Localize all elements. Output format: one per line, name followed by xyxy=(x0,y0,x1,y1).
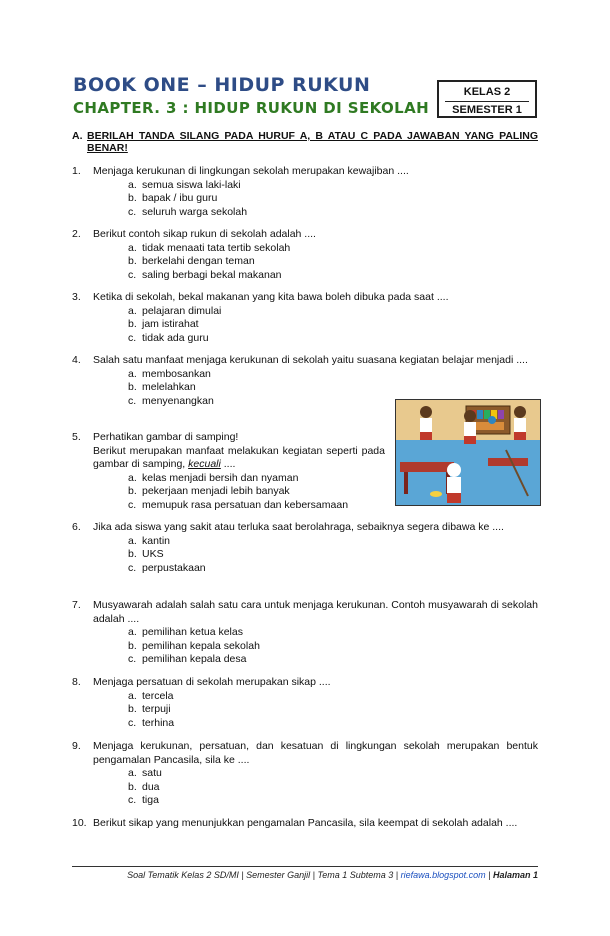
question-number: 6. xyxy=(72,521,81,533)
option-a[interactable]: a. tidak menaati tata tertib sekolah xyxy=(128,241,291,254)
question-stem: Menjaga persatuan di sekolah merupakan sikap .... xyxy=(93,676,331,688)
question-6 xyxy=(72,521,538,575)
question-2 xyxy=(72,228,538,282)
option-c[interactable]: c. perpustakaan xyxy=(128,561,206,574)
question-9 xyxy=(72,740,538,808)
question-number: 9. xyxy=(72,740,81,752)
semester-label: SEMESTER 1 xyxy=(445,101,529,118)
question-stem: Berikut sikap yang menunjukkan pengamalan Pancasila, sila keempat di sekolah adalah .... xyxy=(93,817,518,829)
option-a[interactable]: a. pelajaran dimulai xyxy=(128,304,222,317)
option-c[interactable]: c. saling berbagi bekal makanan xyxy=(128,268,282,281)
option-a[interactable]: a. pemilihan ketua kelas xyxy=(128,626,243,638)
option-a[interactable]: a. kantin xyxy=(128,534,171,547)
option-b[interactable]: b. pekerjaan menjadi lebih banyak xyxy=(128,485,290,497)
question-number: 2. xyxy=(72,228,81,240)
option-a[interactable]: a. semua siswa laki-laki xyxy=(128,178,241,191)
option-b[interactable]: b. bapak / ibu guru xyxy=(128,192,218,204)
question-7 xyxy=(72,599,538,667)
question-number: 5. xyxy=(72,431,81,443)
class-semester-box xyxy=(437,80,537,118)
option-b[interactable]: b. berkelahi dengan teman xyxy=(128,255,255,267)
question-3 xyxy=(72,291,538,345)
question-stem: Berikut merupakan manfaat melakukan kegiatan seperti pada gambar di samping, kecuali .... xyxy=(93,444,385,470)
option-b[interactable]: b. UKS xyxy=(128,548,164,560)
question-stem: Menjaga kerukunan, persatuan, dan kesatuan di lingkungan sekolah merupakan bentuk pengamalan Pancasila, sila ke .... xyxy=(93,740,538,766)
option-b[interactable]: b. terpuji xyxy=(128,703,171,715)
question-stem: Menjaga kerukunan di lingkungan sekolah merupakan kewajiban .... xyxy=(93,165,409,177)
page-footer: Soal Tematik Kelas 2 SD/MI | Semester Ganjil | Tema 1 Subtema 3 | riefawa.blogspot.com | Halaman 1 xyxy=(127,870,538,880)
footer-text: Soal Tematik Kelas 2 SD/MI | Semester Ganjil | Tema 1 Subtema 3 | xyxy=(127,870,401,880)
option-b[interactable]: b. melelahkan xyxy=(128,381,196,393)
classroom-cleaning-illustration xyxy=(395,399,541,506)
chapter-title: CHAPTER. 3 : HIDUP RUKUN DI SEKOLAH xyxy=(73,99,430,117)
question-number: 10. xyxy=(72,817,87,829)
option-a[interactable]: a. tercela xyxy=(128,689,174,702)
option-a[interactable]: a. membosankan xyxy=(128,367,211,380)
section-letter: A. xyxy=(72,130,83,142)
option-c[interactable]: c. menyenangkan xyxy=(128,394,214,407)
book-title: BOOK ONE – HIDUP RUKUN xyxy=(73,74,371,96)
question-10 xyxy=(72,817,538,831)
question-number: 3. xyxy=(72,291,81,303)
option-a[interactable]: a. satu xyxy=(128,767,162,779)
question-number: 1. xyxy=(72,165,81,177)
question-stem: Salah satu manfaat menjaga kerukunan di sekolah yaitu suasana kegiatan belajar menjadi .... xyxy=(93,354,528,366)
option-c[interactable]: c. memupuk rasa persatuan dan kebersamaan xyxy=(128,498,349,511)
question-number: 4. xyxy=(72,354,81,366)
question-stem-line1: Perhatikan gambar di samping! xyxy=(93,431,239,443)
classroom-illustration-svg xyxy=(396,400,540,505)
option-b[interactable]: b. dua xyxy=(128,780,160,793)
class-label: KELAS 2 xyxy=(463,86,511,98)
option-b[interactable]: b. jam istirahat xyxy=(128,318,199,330)
question-stem: Berikut contoh sikap rukun di sekolah adalah .... xyxy=(93,228,316,240)
section-instruction xyxy=(72,130,538,154)
option-b[interactable]: b. pemilihan kepala sekolah xyxy=(128,639,260,652)
option-a[interactable]: a. kelas menjadi bersih dan nyaman xyxy=(128,471,299,484)
question-1 xyxy=(72,165,538,219)
option-c[interactable]: c. tidak ada guru xyxy=(128,331,209,344)
footer-divider xyxy=(72,866,538,867)
option-c[interactable]: c. tiga xyxy=(128,794,159,806)
blog-link[interactable]: riefawa.blogspot.com xyxy=(400,870,486,880)
question-stem: Jika ada siswa yang sakit atau terluka saat berolahraga, sebaiknya segera dibawa ke .... xyxy=(93,521,504,533)
option-c[interactable]: c. terhina xyxy=(128,716,175,729)
instruction-text: BERILAH TANDA SILANG PADA HURUF A, B ATAU C PADA JAWABAN YANG PALING BENAR! xyxy=(87,130,538,154)
question-8 xyxy=(72,676,538,730)
question-number: 8. xyxy=(72,676,81,688)
option-c[interactable]: c. seluruh warga sekolah xyxy=(128,205,248,218)
option-c[interactable]: c. pemilihan kepala desa xyxy=(128,653,247,665)
kecuali-word: kecuali xyxy=(188,458,221,470)
page-number: Halaman 1 xyxy=(492,870,538,880)
question-number: 7. xyxy=(72,599,81,611)
question-stem: Musyawarah adalah salah satu cara untuk menjaga kerukunan. Contoh musyawarah di sekolah adalah .... xyxy=(93,599,538,625)
question-stem: Ketika di sekolah, bekal makanan yang kita bawa boleh dibuka pada saat .... xyxy=(93,291,449,303)
